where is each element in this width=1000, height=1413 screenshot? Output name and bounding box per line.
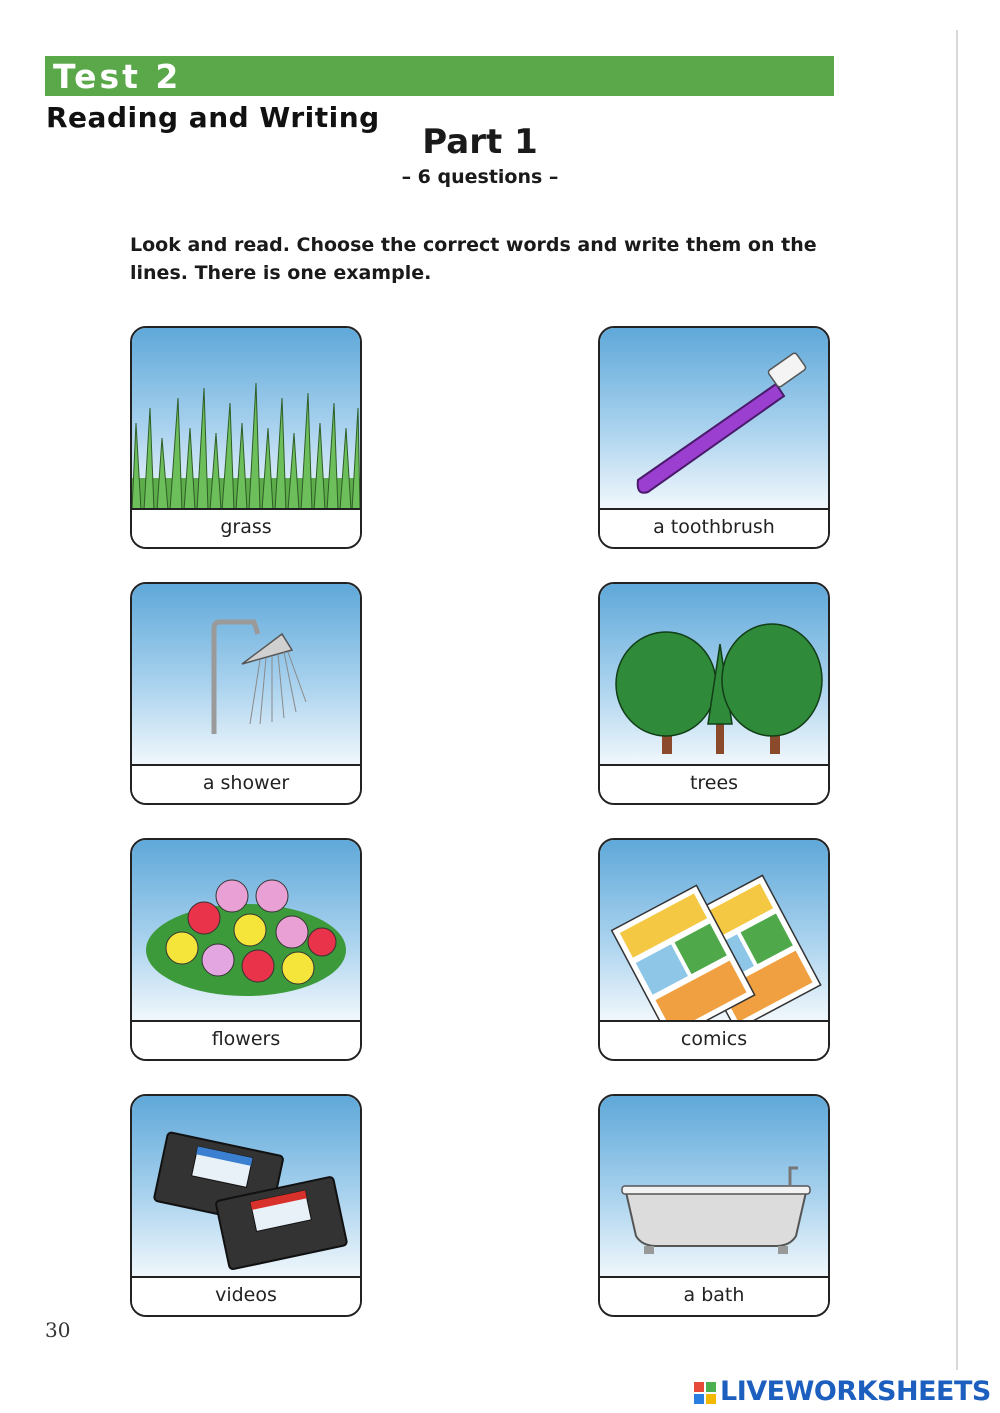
test-banner <box>45 56 834 96</box>
liveworksheets-logo <box>694 1376 994 1410</box>
picture-card-trees <box>598 582 830 805</box>
part-title: Part 1 <box>422 122 538 162</box>
card-label: a toothbrush <box>600 508 828 547</box>
trees-picture <box>600 584 828 766</box>
card-label: a shower <box>132 764 360 803</box>
card-label: grass <box>132 508 360 547</box>
card-label: videos <box>132 1276 360 1315</box>
picture-card-flowers <box>130 838 362 1061</box>
instructions: Look and read. Choose the correct words and write them on the lines. There is one example. <box>130 234 817 284</box>
grass-picture <box>132 328 360 510</box>
videos-picture <box>132 1096 360 1278</box>
section-title: Reading and Writing <box>46 101 380 134</box>
picture-card-videos <box>130 1094 362 1317</box>
bath-picture <box>600 1096 828 1278</box>
page-number: 30 <box>45 1318 71 1342</box>
toothbrush-picture <box>600 328 828 510</box>
picture-card-bath <box>598 1094 830 1317</box>
logo-blocks-icon <box>694 1382 716 1404</box>
picture-card-grass <box>130 326 362 549</box>
shower-picture <box>132 584 360 766</box>
card-label: a bath <box>600 1276 828 1315</box>
picture-card-shower <box>130 582 362 805</box>
test-title: Test 2 <box>53 57 182 96</box>
picture-card-toothbrush <box>598 326 830 549</box>
comics-picture <box>600 840 828 1022</box>
card-label: trees <box>600 764 828 803</box>
card-label: flowers <box>132 1020 360 1059</box>
page-edge-line <box>956 30 958 1370</box>
picture-card-comics <box>598 838 830 1061</box>
flowers-picture <box>132 840 360 1022</box>
logo-text: LIVEWORKSHEETS <box>720 1376 991 1407</box>
card-label: comics <box>600 1020 828 1059</box>
questions-note: – 6 questions – <box>401 166 559 188</box>
